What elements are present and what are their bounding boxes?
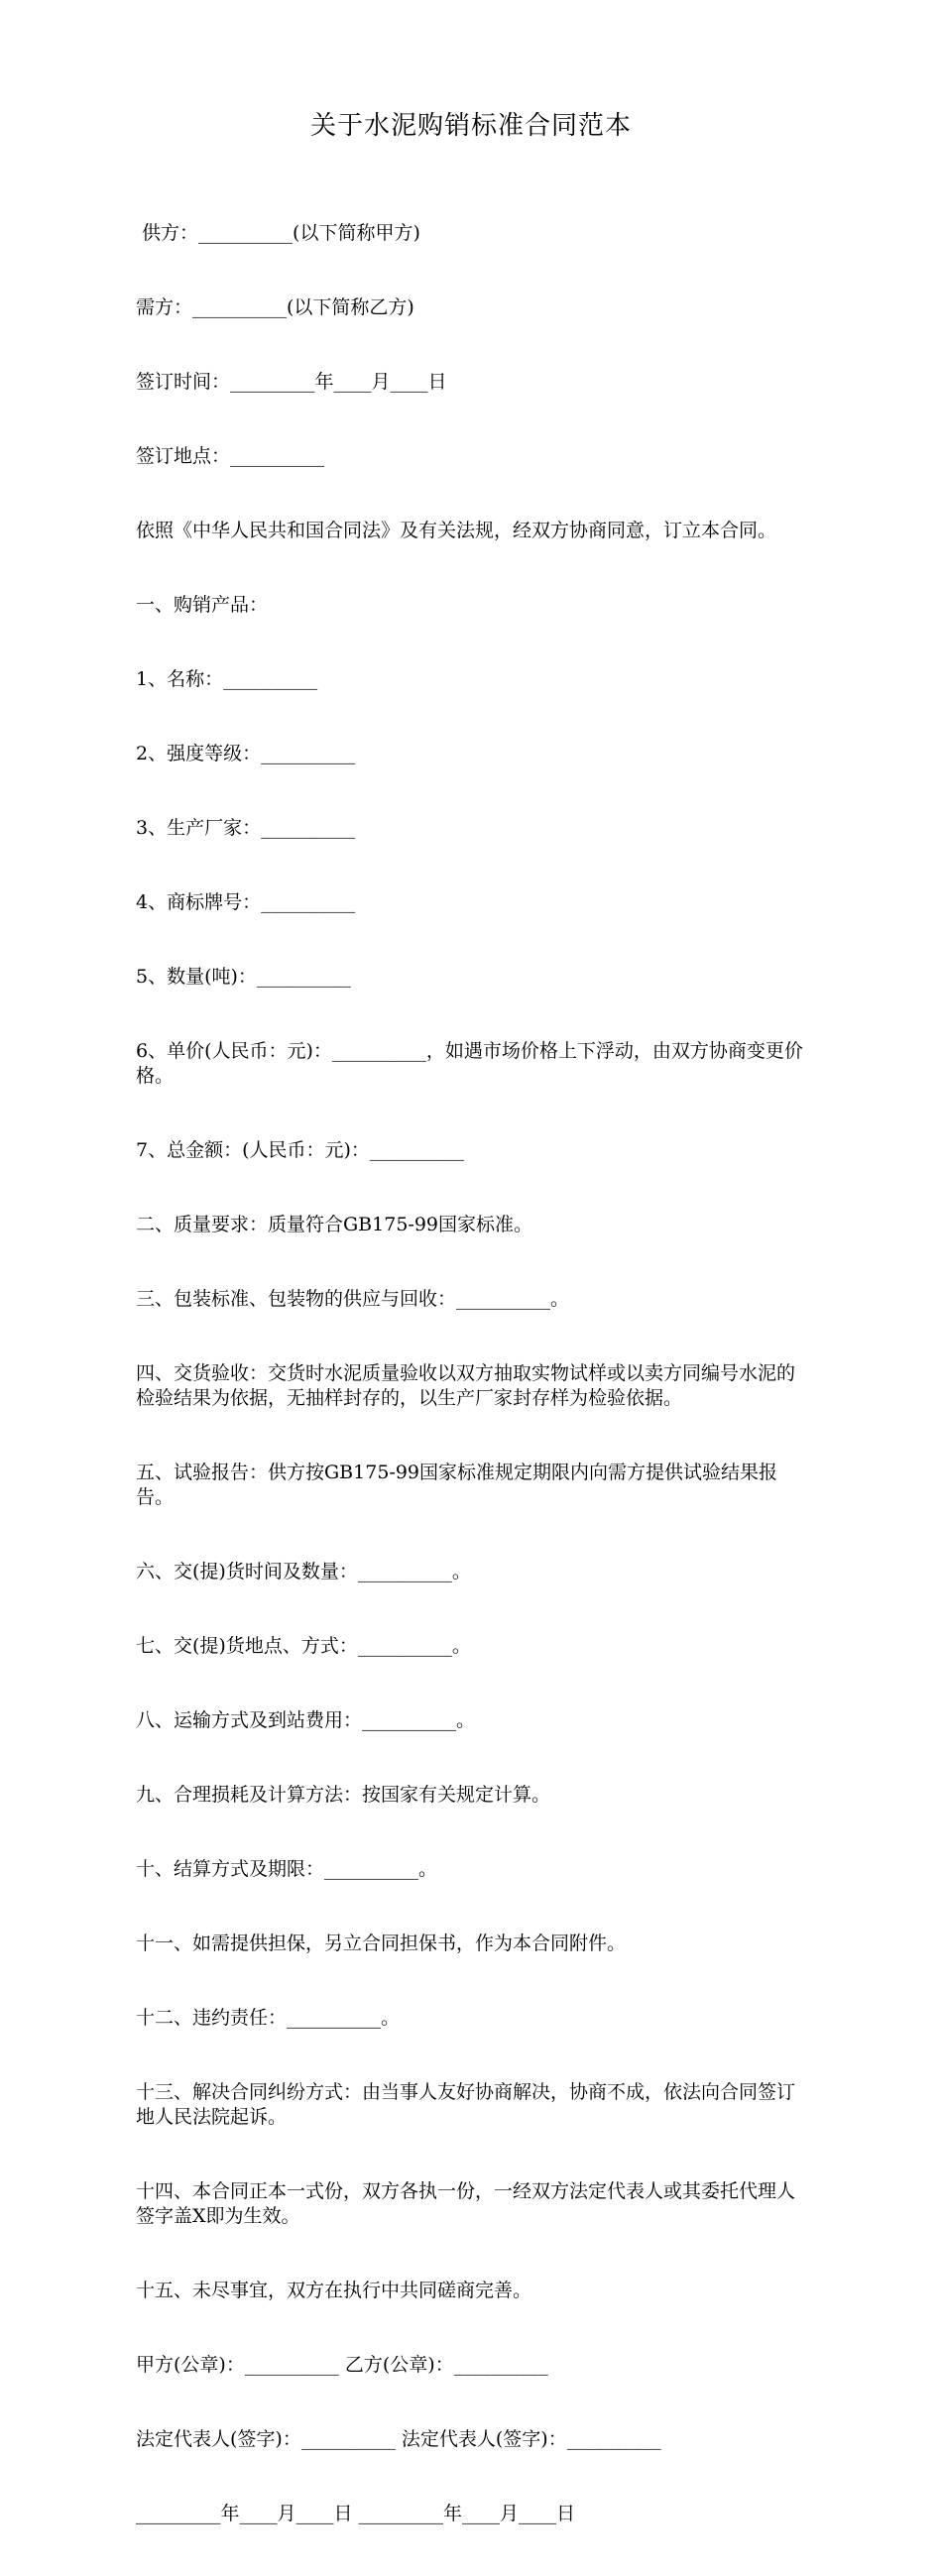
line-item-name: 1、名称：__________ — [136, 668, 318, 690]
line-section-10: 十、结算方式及期限：__________。 — [136, 1858, 438, 1880]
line-section-13: 十三、解决合同纠纷方式：由当事人友好协商解决，协商不成，依法向合同签订地人民法院起诉。 — [136, 2081, 796, 2128]
line-sign-date: 签订时间：_________年____月____日 — [136, 371, 447, 393]
document-body — [136, 172, 810, 2576]
line-section-5: 五、试验报告：供方按GB175-99国家标准规定期限内向需方提供试验结果报告。 — [136, 1462, 778, 1508]
document-title: 关于水泥购销标准合同范本 — [309, 111, 632, 141]
line-item-price: 6、单价(人民币：元)：__________，如遇市场价格上下浮动，由双方协商变更价格。 — [136, 1040, 803, 1087]
line-section-12: 十二、违约责任：__________。 — [136, 2007, 401, 2029]
line-legal-reps: 法定代表人(签字)：__________ 法定代表人(签字)：__________ — [136, 2428, 661, 2450]
line-section-7: 七、交(提)货地点、方式：__________。 — [136, 1635, 471, 1657]
line-item-quantity: 5、数量(吨)：__________ — [136, 966, 351, 988]
line-party-seals: 甲方(公章)：__________ 乙方(公章)：__________ — [136, 2354, 548, 2376]
line-sign-place: 签订地点：__________ — [136, 445, 325, 467]
line-section-8: 八、运输方式及到站费用：__________。 — [136, 1709, 476, 1731]
line-section-6: 六、交(提)货时间及数量：__________。 — [136, 1561, 471, 1582]
line-section-9: 九、合理损耗及计算方法：按国家有关规定计算。 — [136, 1784, 551, 1806]
line-signature-dates: _________年____月____日 _________年____月____日 — [136, 2503, 576, 2524]
line-preamble: 依照《中华人民共和国合同法》及有关法规，经双方协商同意，订立本合同。 — [136, 520, 777, 541]
line-item-manufacturer: 3、生产厂家：__________ — [136, 817, 356, 839]
line-section-3: 三、包装标准、包装物的供应与回收：__________。 — [136, 1288, 570, 1310]
line-section-11: 十一、如需提供担保，另立合同担保书，作为本合同附件。 — [136, 1932, 627, 1954]
line-section-14: 十四、本合同正本一式份，双方各执一份，一经双方法定代表人或其委托代理人签字盖X即为生效。 — [136, 2180, 796, 2227]
line-item-grade: 2、强度等级：__________ — [136, 743, 356, 764]
line-buyer: 需方：__________(以下简称乙方) — [136, 296, 414, 318]
line-section-4: 四、交货验收：交货时水泥质量验收以双方抽取实物试样或以卖方同编号水泥的检验结果为依据，无抽样封存的，以生产厂家封存样为检验依据。 — [136, 1362, 796, 1409]
line-item-total: 7、总金额：(人民币：元)：__________ — [136, 1139, 464, 1161]
line-section-15: 十五、未尽事宜，双方在执行中共同磋商完善。 — [136, 2280, 532, 2301]
line-item-brand: 4、商标牌号：__________ — [136, 891, 356, 913]
line-section-1: 一、购销产品： — [136, 594, 269, 616]
line-section-2: 二、质量要求：质量符合GB175-99国家标准。 — [136, 1214, 533, 1235]
line-supplier: 供方：__________(以下简称甲方) — [136, 222, 420, 244]
